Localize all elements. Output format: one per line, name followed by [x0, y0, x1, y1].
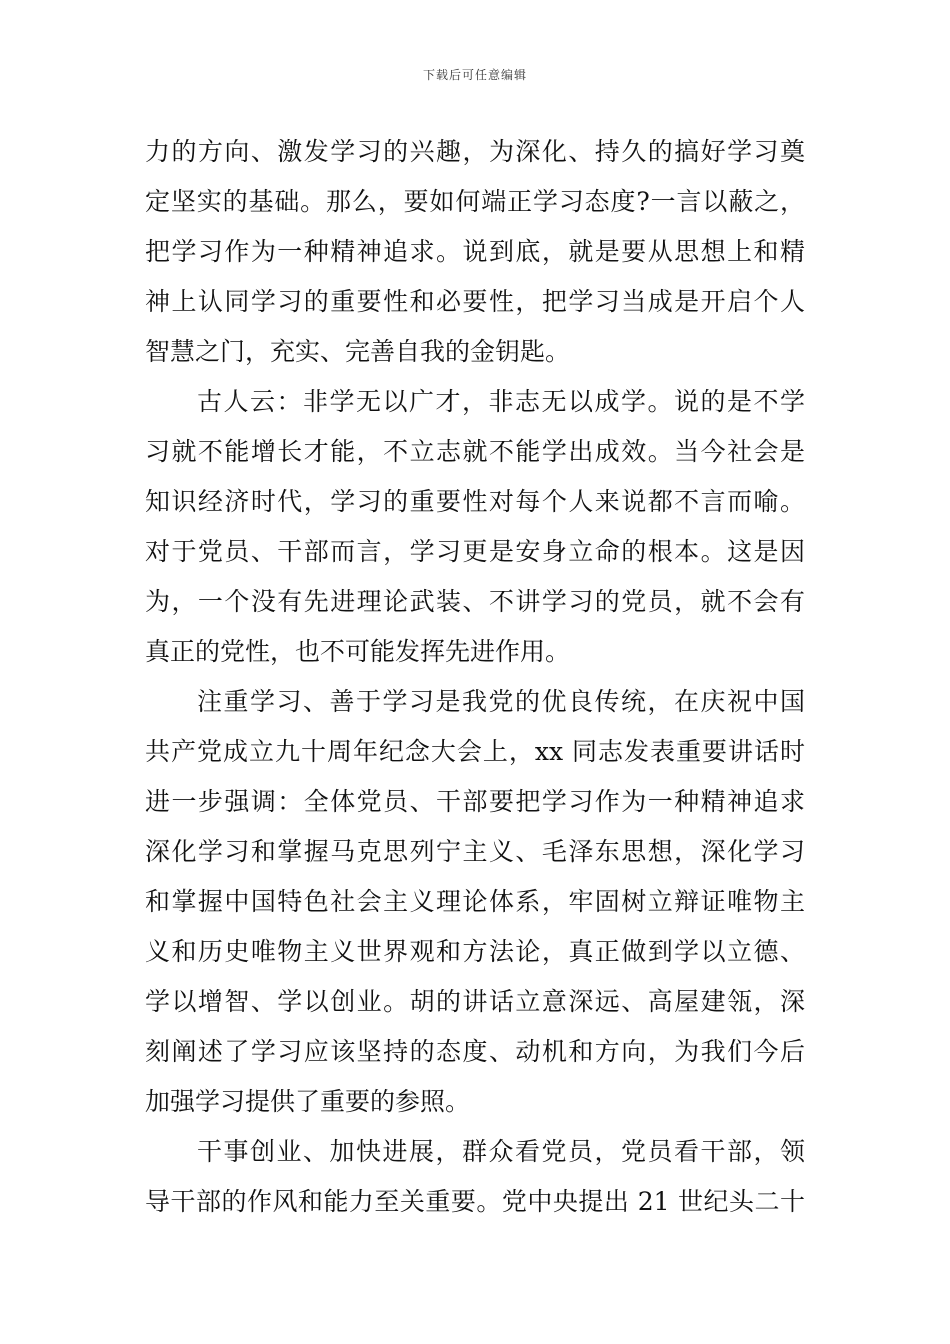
text-line: 导干部的作风和能力至关重要。党中央提出 21 世纪头二十	[145, 1187, 805, 1216]
text-line: 定坚实的基础。那么，要如何端正学习态度?一言以蔽之，	[145, 187, 805, 216]
text-line: 共产党成立九十周年纪念大会上，xx 同志发表重要讲话时	[145, 737, 805, 766]
text-line: 义和历史唯物主义世界观和方法论，真正做到学以立德、	[145, 937, 805, 966]
text-line: 真正的党性，也不可能发挥先进作用。	[145, 637, 571, 666]
text-line: 刻阐述了学习应该坚持的态度、动机和方向，为我们今后	[145, 1037, 805, 1066]
text-line: 学以增智、学以创业。胡的讲话立意深远、高屋建瓴，深	[145, 987, 805, 1016]
text-line: 深化学习和掌握马克思列宁主义、毛泽东思想，深化学习	[145, 837, 805, 866]
text-line: 把学习作为一种精神追求。说到底，就是要从思想上和精	[145, 237, 805, 266]
text-line: 加强学习提供了重要的参照。	[145, 1087, 471, 1116]
download-note: 下载后可任意编辑	[422, 68, 527, 82]
paragraph-first-line: 古人云：非学无以广才，非志无以成学。说的是不学	[197, 387, 805, 416]
paragraph-first-line: 干事创业、加快进展，群众看党员，党员看干部，领	[197, 1137, 805, 1166]
text-line: 知识经济时代，学习的重要性对每个人来说都不言而喻。	[145, 487, 805, 516]
document-body	[145, 127, 805, 1227]
text-line: 力的方向、激发学习的兴趣，为深化、持久的搞好学习奠	[145, 137, 805, 166]
text-line: 进一步强调：全体党员、干部要把学习作为一种精神追求	[145, 787, 805, 816]
text-line: 为，一个没有先进理论武装、不讲学习的党员，就不会有	[145, 587, 805, 616]
text-line: 神上认同学习的重要性和必要性，把学习当成是开启个人	[145, 287, 805, 316]
text-line: 习就不能增长才能，不立志就不能学出成效。当今社会是	[145, 437, 805, 466]
text-line: 对于党员、干部而言，学习更是安身立命的根本。这是因	[145, 537, 805, 566]
paragraph-first-line: 注重学习、善于学习是我党的优良传统，在庆祝中国	[197, 687, 805, 716]
text-line: 智慧之门，充实、完善自我的金钥匙。	[145, 337, 571, 366]
text-line: 和掌握中国特色社会主义理论体系，牢固树立辩证唯物主	[145, 887, 805, 916]
